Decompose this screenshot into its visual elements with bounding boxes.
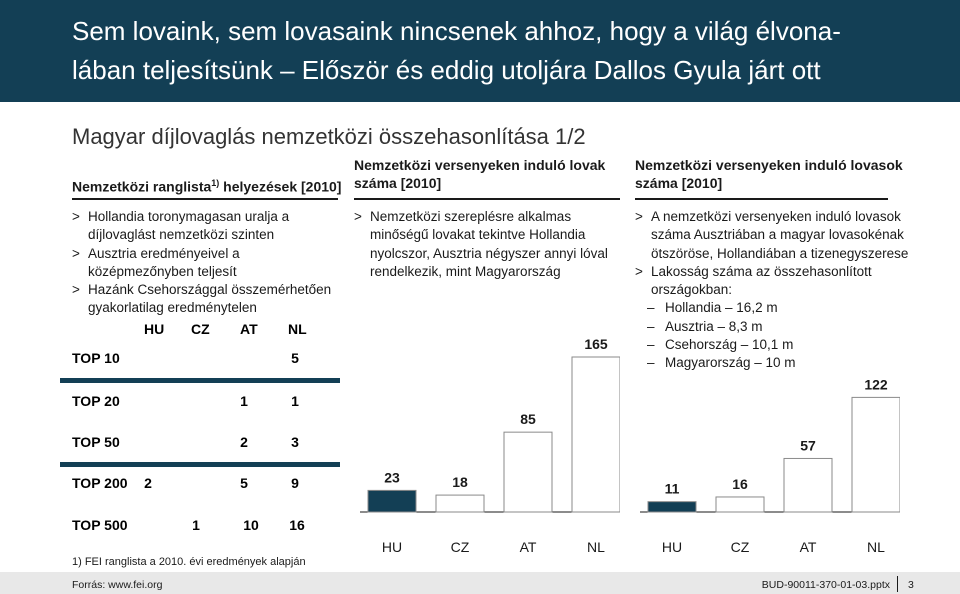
- riders-value-label: 11: [664, 480, 680, 497]
- riders-category-label: NL: [867, 539, 885, 555]
- col1-rule: [72, 198, 338, 200]
- page-subtitle: Magyar díjlovaglás nemzetközi összehasonlítása 1/2: [72, 124, 586, 149]
- bullet-item: > Hollandia toronymagasan uralja a díjlovaglást nemzetközi szinten: [72, 209, 290, 243]
- table-column-header: HU: [144, 321, 165, 337]
- riders-value-label: 16: [732, 475, 748, 492]
- dash-item: – Csehország – 10,1 m: [647, 337, 794, 353]
- horses-value-label: 18: [452, 474, 468, 491]
- table-row-label: TOP 200: [72, 475, 128, 491]
- page-number: 3: [908, 579, 914, 591]
- table-cell: 2: [144, 475, 152, 491]
- horses-category-label: NL: [587, 539, 605, 555]
- horses-bar-at: [504, 432, 552, 512]
- horses-bar-nl: [572, 357, 620, 512]
- bullet-item: > Ausztria eredményeivel a középmezőnyben teljesít: [72, 245, 240, 279]
- document-reference: BUD-90011-370-01-03.pptx: [761, 579, 890, 591]
- horses-value-label: 23: [384, 469, 400, 486]
- table-cell: 2: [240, 434, 248, 450]
- col1-bullets: [72, 208, 347, 318]
- horses-category-label: AT: [519, 539, 537, 555]
- horses-category-label: HU: [381, 539, 403, 555]
- table-row-label: TOP 10: [72, 350, 120, 366]
- riders-bar-at: [784, 458, 832, 512]
- table-column-header: CZ: [191, 321, 210, 337]
- col3-rule: [635, 198, 888, 200]
- table-column-header: AT: [240, 321, 258, 337]
- page-separator: [897, 576, 898, 592]
- bullet-item: > Lakosság száma az összehasonlított országokban:: [635, 263, 872, 298]
- bullet-item: > A nemzetközi versenyeken induló lovasok száma Ausztriában a magyar lovasokénak ötszöröse, Hollandiában a tizenegyszerese: [635, 209, 909, 261]
- table-cell: 1: [291, 393, 299, 409]
- bullet-item: > Nemzetközi szereplésre alkalmas minőségű lovakat tekintve Hollandia nyolcszor, Ausztria négyszer annyi lóval rendelkezik, mint Magyarország: [354, 209, 608, 279]
- col3-heading: Nemzetközi versenyeken induló lovasok száma [2010]: [635, 157, 903, 191]
- dash-item: – Hollandia – 16,2 m: [647, 300, 778, 316]
- riders-bar-chart: [640, 300, 900, 570]
- table-cell: 10: [243, 517, 259, 533]
- table-row-label: TOP 20: [72, 393, 120, 409]
- table-column-header: NL: [288, 321, 307, 337]
- riders-value-label: 122: [864, 376, 888, 393]
- page-title-line2: lában teljesítsünk – Először és eddig utoljára Dallos Gyula járt ott: [72, 55, 821, 85]
- horses-value-label: 165: [584, 336, 608, 352]
- table-row-label: TOP 50: [72, 434, 120, 450]
- footnote-marker: 1): [211, 178, 220, 188]
- horses-bar-cz: [436, 495, 484, 512]
- table-cell: 1: [240, 393, 248, 409]
- horses-bar-hu: [368, 490, 416, 512]
- dash-item: – Magyarország – 10 m: [647, 355, 796, 371]
- title-bar: [0, 0, 960, 102]
- horses-bar-chart: [360, 300, 620, 570]
- riders-category-label: AT: [799, 539, 817, 555]
- col1-heading: Nemzetközi ranglista$^{1)}$ helyezések [2010]: [72, 178, 342, 195]
- dash-item: – Ausztria – 8,3 m: [647, 318, 763, 334]
- riders-bar-nl: [852, 397, 900, 512]
- riders-category-label: HU: [661, 539, 683, 555]
- riders-value-label: 57: [800, 437, 816, 454]
- horses-category-label: CZ: [450, 539, 470, 555]
- table-cell: 1: [192, 517, 200, 533]
- riders-bar-hu: [648, 502, 696, 512]
- col2-rule: [354, 198, 620, 200]
- table-band: [60, 462, 340, 467]
- riders-category-label: CZ: [730, 539, 750, 555]
- table-row-label: TOP 500: [72, 517, 128, 533]
- table-cell: 5: [291, 350, 299, 366]
- bullet-item: > Hazánk Csehországgal összemérhetően gyakorlatilag eredménytelen: [72, 282, 332, 316]
- table-cell: 9: [291, 475, 299, 491]
- horses-value-label: 85: [520, 411, 536, 428]
- table-cell: 3: [291, 434, 299, 450]
- table-cell: 16: [289, 517, 305, 533]
- table-cell: 5: [240, 475, 248, 491]
- table-band: [60, 378, 340, 383]
- col2-heading: Nemzetközi versenyeken induló lovak száma [2010]: [354, 157, 606, 191]
- riders-bar-cz: [716, 497, 764, 512]
- source-text: Forrás: www.fei.org: [72, 579, 163, 591]
- col2-bullets: [354, 208, 629, 281]
- footnote: 1) FEI ranglista a 2010. évi eredmények alapján: [72, 556, 306, 568]
- page-title-line1: Sem lovaink, sem lovasaink nincsenek ahhoz, hogy a világ élvona-: [72, 16, 841, 46]
